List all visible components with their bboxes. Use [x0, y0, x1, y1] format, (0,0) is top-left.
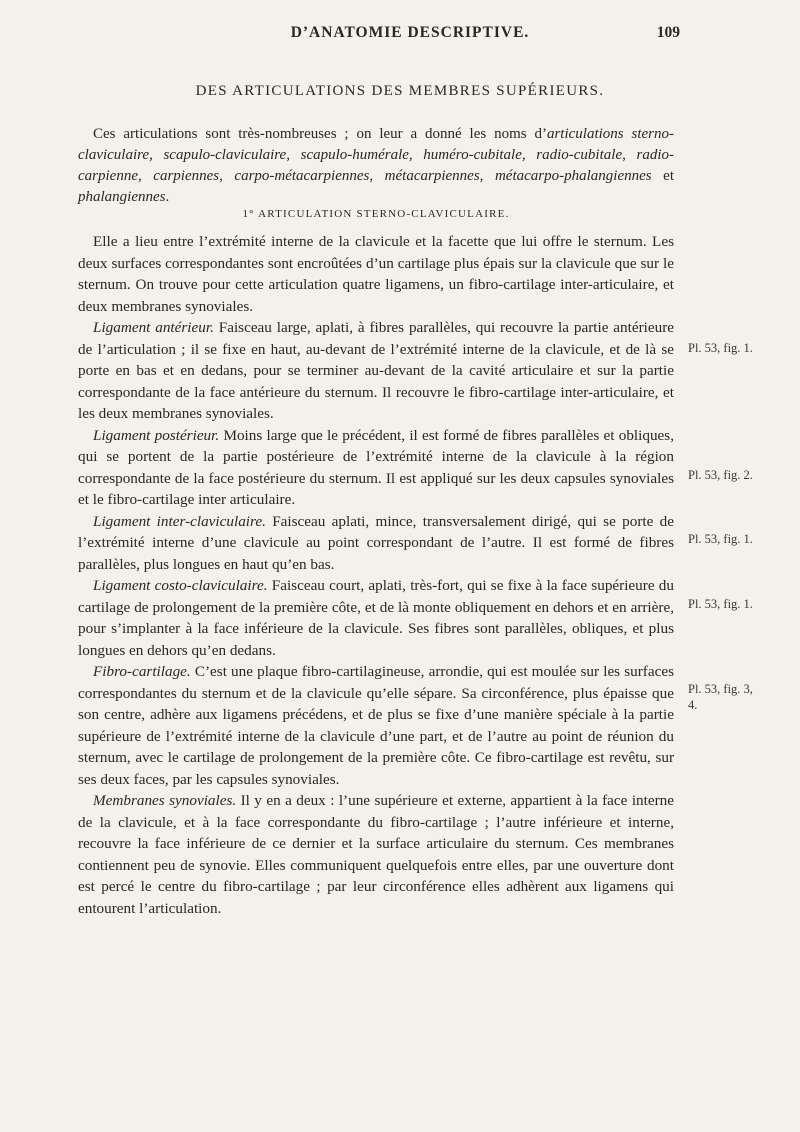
paragraph-text: Il y en a deux : l’une supérieure et externe, appartient à la face interne de la clavicule, et à la face correspondante du fibro-cartilage ; l’autre inférieure et interne, recouvre la face inférieure de ce dernier et la surface articulaire du sternum. Ces membranes contiennent peu de synovie. Elles communiquent quelquefois entre elles, par une ouverture dont est percé le centre du fibro-cartilage ; par leur circonférence elles adhèrent aux ligamens qui entourent l’articulation.	[78, 792, 674, 917]
paragraph-lead: Ligament postérieur.	[93, 426, 220, 444]
running-title: D’ANATOMIE DESCRIPTIVE.	[290, 24, 530, 41]
paragraph-ligament-inter-claviculaire	[78, 511, 674, 576]
paragraph-general	[78, 231, 674, 317]
paragraph-text: Faisceau aplati, mince, transversalement dirigé, qui se porte de l’extrémité interne d’une clavicule au point correspondant de l’autre. Il est formé de fibres parallèles, plus longues en haut qu’en bas.	[78, 512, 674, 573]
paragraph-membranes-synoviales	[78, 790, 674, 919]
intro-text-end: .	[165, 189, 170, 205]
section-title: 1° ARTICULATION STERNO-CLAVICULAIRE.	[242, 208, 510, 220]
margin-note-plate-ref: Pl. 53, fig. 2.	[688, 468, 753, 482]
paragraph-lead: Ligament antérieur.	[93, 319, 214, 336]
margin-note-plate-ref: Pl. 53, fig. 1.	[688, 532, 753, 546]
paragraph-text: Faisceau court, aplati, très-fort, qui se fixe à la face supérieure du cartilage de prolongement de la première côte, et de là monte obliquement en dehors et en arrière, pour s’implanter à la face inférieure de la clavicule. Ses fibres sont parallèles, obliques, et plus longues en dehors qu’en dedans.	[78, 577, 674, 659]
paragraph-lead: Ligament costo-claviculaire.	[93, 577, 268, 594]
paragraph-text: Faisceau large, aplati, à fibres parallèles, qui recouvre la partie antérieure de l’articulation ; il se fixe en haut, au-devant de l’extrémité interne de la clavicule, et de là se porte en bas et en dedans, pour se terminer au-devant de la cavité articulaire et sur la partie correspondante de la face antérieure du sternum. Il recouvre le fibro-cartilage inter-articulaire, et les deux membranes synoviales.	[78, 319, 675, 422]
intro-paragraph	[78, 124, 674, 208]
page-number: 109	[656, 24, 680, 41]
chapter-title: DES ARTICULATIONS DES MEMBRES SUPÉRIEURS.	[195, 83, 605, 99]
margin-note-plate-ref: Pl. 53, fig. 3,	[688, 682, 753, 696]
paragraph-lead: Ligament inter-claviculaire.	[93, 512, 266, 530]
paragraph-fibro-cartilage	[78, 661, 674, 790]
paragraph-lead: Fibro-cartilage.	[93, 663, 191, 680]
paragraph-lead: Membranes synoviales.	[93, 792, 237, 809]
intro-last-name: phalangiennes	[78, 189, 166, 205]
body-text	[78, 231, 674, 919]
intro-articulation-names: articulations sterno-claviculaire, scapulo-claviculaire, scapulo-humérale, huméro-cubitale, radio-cubitale, radio-carpienne, carpiennes, carpo-métacarpiennes, métacarpiennes, métacarpo-phalangiennes	[78, 126, 675, 184]
margin-note-plate-ref-cont: 4.	[688, 698, 698, 712]
intro-text-and: et	[651, 168, 674, 184]
paragraph-ligament-costo-claviculaire	[78, 575, 674, 661]
paragraph-text: Elle a lieu entre l’extrémité interne de la clavicule et la facette que lui offre le sternum. Les deux surfaces correspondantes sont encroûtées d’un cartilage plus épais sur la clavicule que sur le sternum. On trouve pour cette articulation quatre ligamens, un fibro-cartilage inter-articulaire, et deux membranes synoviales.	[78, 233, 674, 315]
margin-note-plate-ref: Pl. 53, fig. 1.	[688, 597, 753, 611]
paragraph-text: C’est une plaque fibro-cartilagineuse, arrondie, qui est moulée sur les surfaces correspondantes du sternum et de la clavicule qu’elle sépare. Sa circonférence, plus épaisse que son centre, adhère aux ligamens précédens, et de plus se fixe d’une manière spéciale à la partie supérieure de l’extrémité interne de la clavicule d’une part, et de l’autre au point de réunion du sternum, avec le cartilage de prolongement de la première côte. Ce fibro-cartilage est revêtu, sur ses deux faces, par les capsules synoviales.	[78, 663, 674, 788]
margin-note-plate-ref: Pl. 53, fig. 1.	[688, 341, 753, 355]
paragraph-ligament-anterieur	[78, 317, 674, 425]
intro-text-start: Ces articulations sont très-nombreuses ; on leur a donné les noms d’	[93, 126, 547, 142]
paragraph-ligament-posterieur	[78, 425, 674, 511]
paragraph-text: Moins large que le précédent, il est formé de fibres parallèles et obliques, qui se portent de la partie postérieure de l’extrémité interne de la clavicule à la région correspondante de la face postérieure du sternum. Il est appliqué sur les deux capsules synoviales et le fibro-cartilage inter articulaire.	[78, 426, 674, 508]
